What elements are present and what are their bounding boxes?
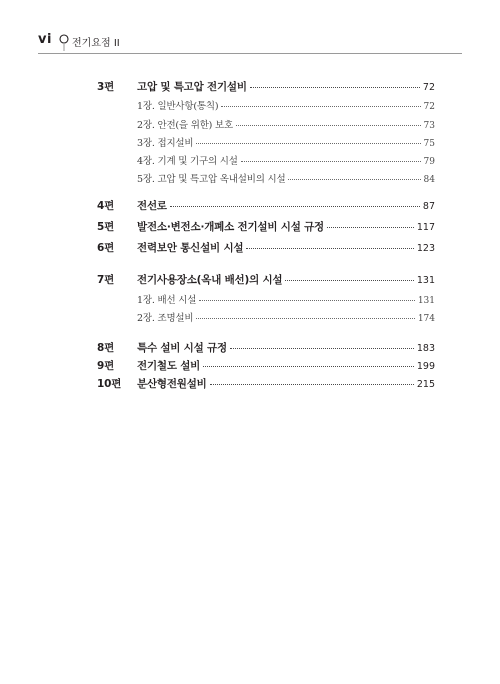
chapter-title: 3장. 접지설비	[137, 138, 194, 149]
toc-chapter-3-4[interactable]	[137, 153, 435, 169]
page-ref: 215	[416, 379, 435, 390]
page-ref: 123	[416, 243, 435, 254]
page-ref: 72	[422, 82, 435, 93]
page-ref: 174	[417, 314, 435, 324]
part-number: 8편	[97, 342, 115, 354]
dot-leader	[241, 151, 421, 162]
toc-part-9[interactable]	[98, 358, 435, 374]
section-title: 전기요점 II	[72, 38, 120, 49]
page-ref: 131	[417, 296, 435, 306]
part-number: 7편	[97, 274, 115, 286]
dot-leader	[203, 356, 414, 367]
chapter-title: 1장. 일반사항(통칙)	[137, 101, 219, 112]
page-ref: 87	[422, 201, 435, 212]
part-title: 특수 설비 시설 규정	[137, 342, 227, 354]
page-ref: 75	[423, 139, 435, 149]
part-title: 전기사용장소(옥내 배선)의 시설	[137, 274, 283, 286]
toc-part-6[interactable]	[98, 240, 435, 256]
page-ref: 73	[423, 121, 435, 131]
ring-ornament-icon	[58, 33, 70, 51]
part-number: 3편	[97, 81, 115, 93]
part-title: 전기철도 설비	[137, 360, 201, 372]
dot-leader	[327, 217, 414, 228]
part-number: 5편	[97, 221, 115, 233]
header-rule	[38, 53, 462, 54]
dot-leader	[196, 308, 414, 319]
toc-chapter-3-2[interactable]	[137, 117, 435, 133]
chapter-title: 2장. 안전(을 위한) 보호	[137, 120, 233, 131]
part-title: 고압 및 특고압 전기설비	[137, 81, 247, 93]
part-title: 전력보안 통신설비 시설	[137, 242, 244, 254]
chapter-title: 5장. 고압 및 특고압 옥내설비의 시설	[137, 174, 286, 185]
dot-leader	[230, 338, 414, 349]
part-title: 전선로	[137, 200, 167, 212]
page-ref: 72	[423, 102, 435, 112]
page-number: vi	[38, 32, 52, 47]
page-ref: 84	[423, 175, 435, 185]
running-header	[0, 0, 500, 60]
part-number: 9편	[97, 360, 115, 372]
chapter-title: 1장. 배선 시설	[137, 295, 197, 306]
toc-part-5[interactable]	[98, 219, 435, 235]
toc-part-4[interactable]	[98, 198, 435, 214]
toc-chapter-3-3[interactable]	[137, 135, 435, 151]
chapter-title: 2장. 조명설비	[137, 313, 194, 324]
dot-leader	[246, 238, 414, 249]
page-ref: 79	[423, 157, 435, 167]
toc-part-7[interactable]	[98, 272, 435, 288]
toc-chapter-7-2[interactable]	[137, 310, 435, 326]
dot-leader	[250, 77, 420, 88]
dot-leader	[196, 133, 420, 144]
toc-part-8[interactable]	[98, 340, 435, 356]
page-ref: 131	[416, 275, 435, 286]
toc-part-10[interactable]	[98, 376, 435, 392]
part-number: 4편	[97, 200, 115, 212]
toc-chapter-3-5[interactable]	[137, 171, 435, 187]
chapter-title: 4장. 기계 및 기구의 시설	[137, 156, 238, 167]
toc-part-3[interactable]	[98, 79, 435, 95]
toc-chapter-7-1[interactable]	[137, 292, 435, 308]
dot-leader	[236, 115, 421, 126]
dot-leader	[170, 196, 420, 207]
page-ref: 183	[416, 343, 435, 354]
part-number: 6편	[97, 242, 115, 254]
page-ref: 117	[416, 222, 435, 233]
part-number: 10편	[97, 378, 122, 390]
toc-chapter-3-1[interactable]	[137, 98, 435, 114]
part-title: 분산형전원설비	[137, 378, 207, 390]
page-ref: 199	[416, 361, 435, 372]
dot-leader	[288, 169, 420, 180]
dot-leader	[210, 374, 414, 385]
dot-leader	[285, 270, 413, 281]
part-title: 발전소·변전소·개폐소 전기설비 시설 규정	[137, 221, 324, 233]
dot-leader	[221, 96, 420, 107]
dot-leader	[199, 290, 415, 301]
